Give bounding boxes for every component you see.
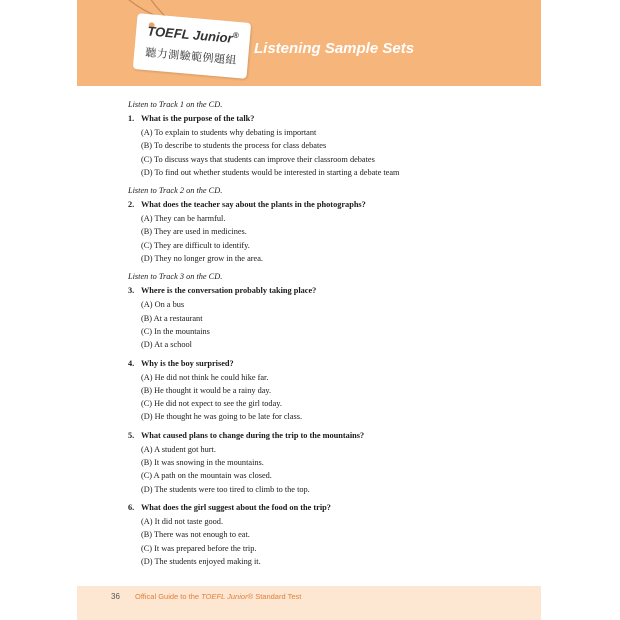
answer-option: (C) They are difficult to identify. xyxy=(141,240,250,250)
answer-option: (C) A path on the mountain was closed. xyxy=(141,471,272,481)
question-content xyxy=(128,98,538,568)
answer-option: (C) In the mountains xyxy=(141,326,210,336)
question-5: 5. What caused plans to change during the trip to the mountains? xyxy=(128,430,365,440)
question-4: 4. Why is the boy surprised? xyxy=(128,358,234,368)
answer-option: (B) He thought it would be a rainy day. xyxy=(141,385,272,395)
answer-option: (D) At a school xyxy=(141,340,192,350)
answer-option: (A) It did not taste good. xyxy=(141,516,224,526)
answer-option: (C) He did not expect to see the girl today. xyxy=(141,399,282,409)
tag-title: TOEFL Junior® xyxy=(146,23,240,46)
footer-title: Offical Guide to the TOEFL Junior® Standard Test xyxy=(135,592,302,601)
title-tag xyxy=(133,13,251,79)
answer-option: (A) On a bus xyxy=(141,300,185,310)
answer-option: (A) They can be harmful. xyxy=(141,214,226,224)
track-instruction: Listen to Track 2 on the CD. xyxy=(128,186,223,196)
answer-option: (D) He thought he was going to be late for class. xyxy=(141,412,303,422)
answer-option: (A) To explain to students why debating is important xyxy=(141,128,317,137)
answer-option: (B) They are used in medicines. xyxy=(141,227,247,237)
track-instruction: Listen to Track 1 on the CD. xyxy=(128,100,223,109)
answer-option: (B) To describe to students the process for class debates xyxy=(141,141,327,151)
answer-option: (C) To discuss ways that students can improve their classroom debates xyxy=(141,154,375,164)
answer-option: (D) They no longer grow in the area. xyxy=(141,254,263,264)
answer-option: (B) At a restaurant xyxy=(141,313,203,323)
answer-option: (A) A student got hurt. xyxy=(141,444,216,454)
answer-option: (D) To find out whether students would be interested in starting a debate team xyxy=(141,167,400,177)
page-footer xyxy=(77,586,541,620)
tag-subtitle: 聽力測驗範例題組 xyxy=(144,45,238,67)
answer-option: (A) He did not think he could hike far. xyxy=(141,372,269,382)
question-3: 3. Where is the conversation probably taking place? xyxy=(128,286,317,296)
question-1: 1. What is the purpose of the talk? xyxy=(128,114,255,123)
track-instruction: Listen to Track 3 on the CD. xyxy=(128,272,223,282)
answer-option: (D) The students were too tired to climb to the top. xyxy=(141,484,310,494)
answer-option: (B) There was not enough to eat. xyxy=(141,530,250,540)
answer-option: (B) It was snowing in the mountains. xyxy=(141,458,264,468)
page-number: 36 xyxy=(111,592,120,601)
answer-option: (D) The students enjoyed making it. xyxy=(141,556,261,566)
answer-option: (C) It was prepared before the trip. xyxy=(141,543,257,553)
page-header xyxy=(77,0,541,86)
question-6: 6. What does the girl suggest about the food on the trip? xyxy=(128,502,331,512)
section-title: Listening Sample Sets xyxy=(254,40,415,57)
question-2: 2. What does the teacher say about the plants in the photographs? xyxy=(128,200,366,210)
